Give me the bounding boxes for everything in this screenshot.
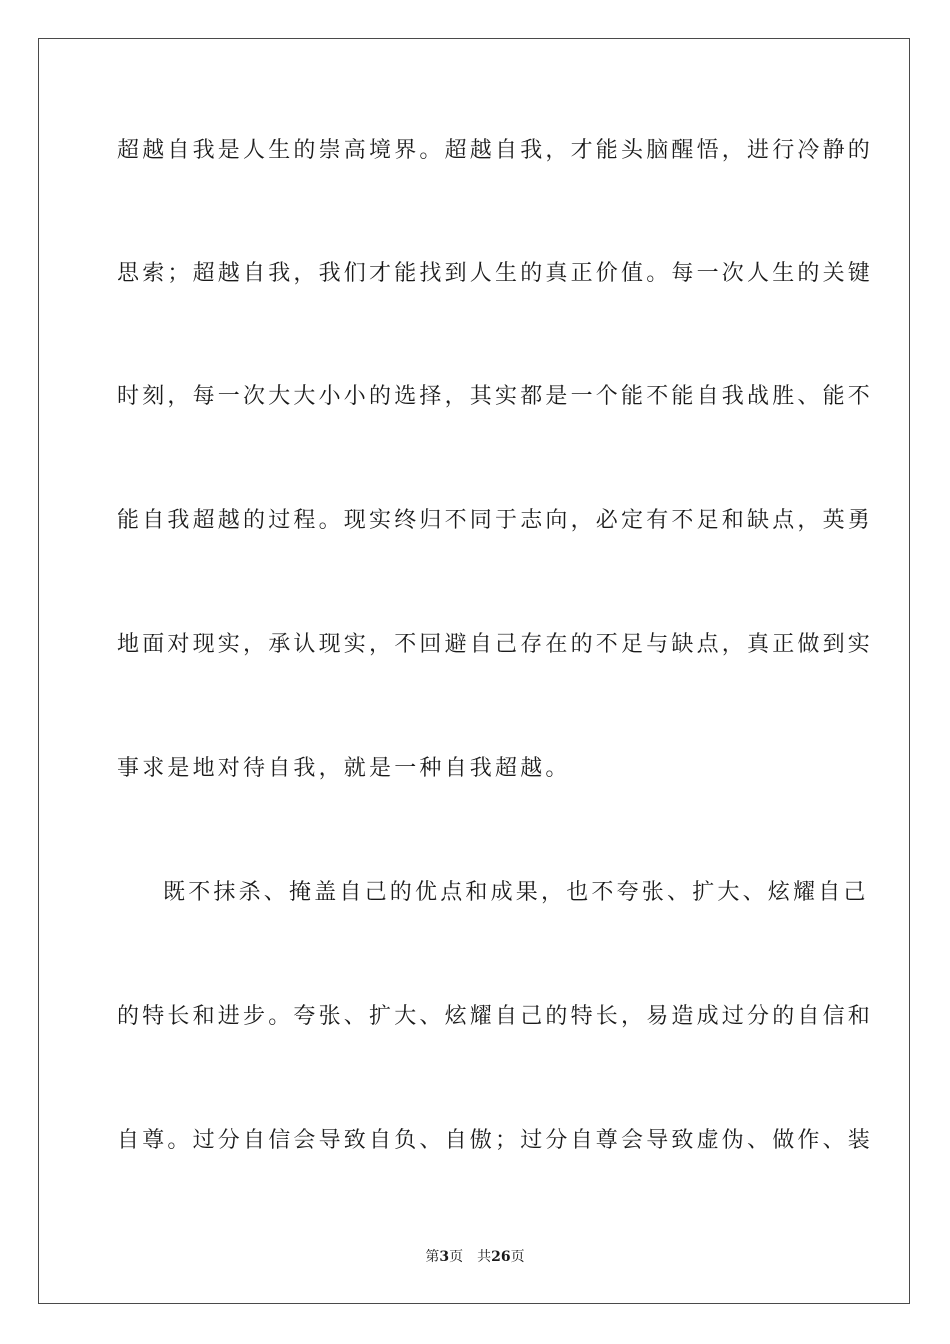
total-label-suffix: 页 [510,1249,525,1265]
paragraph-line-indented: 既不抹杀、掩盖自己的优点和成果，也不夸张、扩大、炫耀自己 [163,880,869,905]
page-footer [0,1248,950,1266]
page-label-prefix: 第 [425,1249,440,1265]
paragraph-line: 地面对现实，承认现实，不回避自己存在的不足与缺点，真正做到实 [117,632,874,657]
paragraph-line: 的特长和进步。夸张、扩大、炫耀自己的特长，易造成过分的自信和 [117,1004,874,1029]
page-number: 3 [439,1249,450,1265]
paragraph-line: 时刻，每一次大大小小的选择，其实都是一个能不能自我战胜、能不 [117,384,874,409]
paragraph-line: 能自我超越的过程。现实终归不同于志向，必定有不足和缺点，英勇 [117,508,874,533]
paragraph-line: 超越自我是人生的崇高境界。超越自我，才能头脑醒悟，进行冷静的 [117,138,874,163]
page-label-suffix: 页 [449,1249,464,1265]
paragraph-line: 思索；超越自我，我们才能找到人生的真正价值。每一次人生的关键 [117,261,874,286]
total-pages: 26 [491,1249,511,1265]
total-label-prefix: 共 [477,1249,492,1265]
paragraph-line: 事求是地对待自我，就是一种自我超越。 [117,756,571,781]
page-border [38,38,910,1304]
paragraph-line: 自尊。过分自信会导致自负、自傲；过分自尊会导致虚伪、做作、装 [117,1128,874,1153]
